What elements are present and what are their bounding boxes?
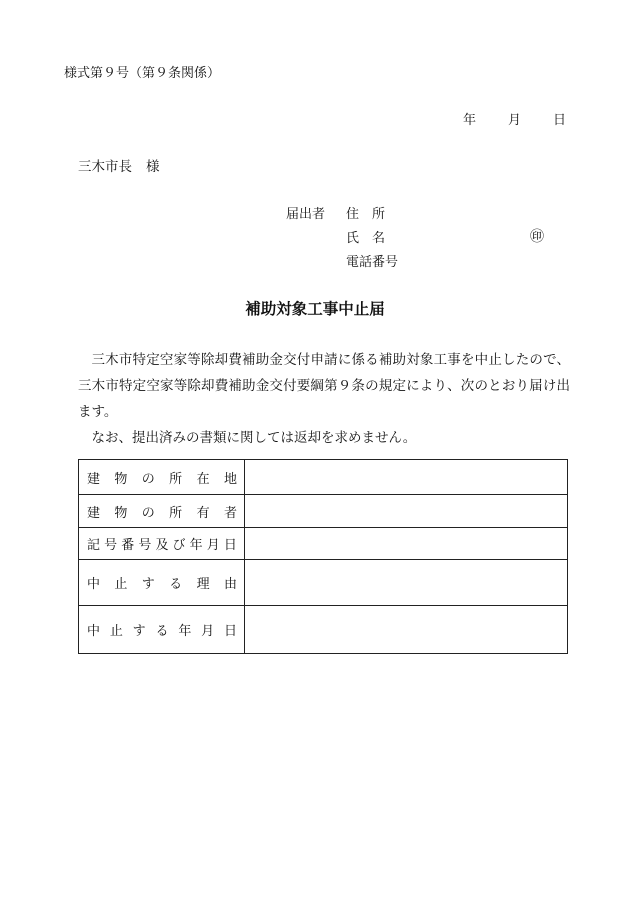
label-char: 所 <box>169 505 183 521</box>
body-paragraph-1: 三木市特定空家等除却費補助金交付申請に係る補助対象工事を中止したので、三木市特定空家等除却費補助金交付要綱第９条の規定により、次のとおり届け出ます。 <box>78 352 570 420</box>
building-owner-field[interactable] <box>244 495 567 528</box>
form-number: 様式第９号（第９条関係） <box>64 66 221 81</box>
document-title: 補助対象工事中止届 <box>245 299 385 318</box>
table-row <box>79 460 568 495</box>
label-char: 月 <box>206 538 220 553</box>
label-char: 記 <box>87 538 101 553</box>
building-location-field[interactable] <box>244 460 567 495</box>
body-text <box>78 347 570 451</box>
label-char: 日 <box>223 538 237 553</box>
reference-number-date-field[interactable] <box>244 528 567 560</box>
table-row <box>79 606 568 654</box>
label-char: 号 <box>138 538 152 553</box>
row-label-cell <box>79 460 245 495</box>
cancel-date-label <box>87 620 237 639</box>
name-label: 氏 名 <box>346 231 386 246</box>
label-char: 理 <box>196 577 210 592</box>
label-char: の <box>141 471 155 487</box>
label-char: 物 <box>114 505 128 521</box>
label-char: す <box>141 577 155 592</box>
row-label-cell <box>79 560 245 606</box>
label-char: 建 <box>87 471 101 487</box>
label-char: 中 <box>87 624 101 639</box>
label-char: 建 <box>87 505 101 521</box>
label-char: 番 <box>121 538 135 553</box>
row-label-cell <box>79 528 245 560</box>
label-char: 年 <box>178 624 192 639</box>
addressee <box>78 161 160 175</box>
label-char: 由 <box>223 577 237 592</box>
table-row <box>79 560 568 606</box>
label-char: 及 <box>155 538 169 553</box>
reference-number-date-label <box>87 534 237 553</box>
label-char: 在 <box>196 471 210 487</box>
building-location-label <box>87 468 237 487</box>
label-char: 所 <box>169 471 183 487</box>
label-char: 止 <box>109 624 123 639</box>
address-label: 住 所 <box>346 207 386 222</box>
row-label-cell <box>79 495 245 528</box>
table-row <box>79 495 568 528</box>
cancel-reason-field[interactable] <box>244 560 567 606</box>
label-char: び <box>172 538 186 553</box>
row-label-cell <box>79 606 245 654</box>
addressee-honorific: 様 <box>146 159 160 175</box>
label-char: 者 <box>223 505 237 521</box>
label-char: す <box>132 624 146 639</box>
label-char: 年 <box>189 538 203 553</box>
label-char: 止 <box>114 577 128 592</box>
applicant-label: 届出者 <box>286 207 326 222</box>
label-char: る <box>169 577 183 592</box>
label-char: 有 <box>196 505 210 521</box>
seal-mark: ㊞ <box>530 229 544 245</box>
cancel-reason-label <box>87 573 237 592</box>
body-paragraph-2: なお、提出済みの書類に関しては返却を求めません。 <box>91 430 417 446</box>
building-owner-label <box>87 502 237 521</box>
label-char: 月 <box>201 624 215 639</box>
info-table <box>78 459 568 654</box>
label-char: 日 <box>223 624 237 639</box>
cancel-date-field[interactable] <box>244 606 567 654</box>
addressee-name: 三木市長 <box>78 159 132 175</box>
table-row <box>79 528 568 560</box>
label-char: 中 <box>87 577 101 592</box>
label-char: 物 <box>114 471 128 487</box>
label-char: る <box>155 624 169 639</box>
date-day-label: 日 <box>553 113 567 128</box>
date-year-label: 年 <box>463 113 477 128</box>
label-char: の <box>141 505 155 521</box>
label-char: 号 <box>104 538 118 553</box>
tel-label: 電話番号 <box>346 255 399 270</box>
label-char: 地 <box>223 471 237 487</box>
date-month-label: 月 <box>508 113 522 128</box>
